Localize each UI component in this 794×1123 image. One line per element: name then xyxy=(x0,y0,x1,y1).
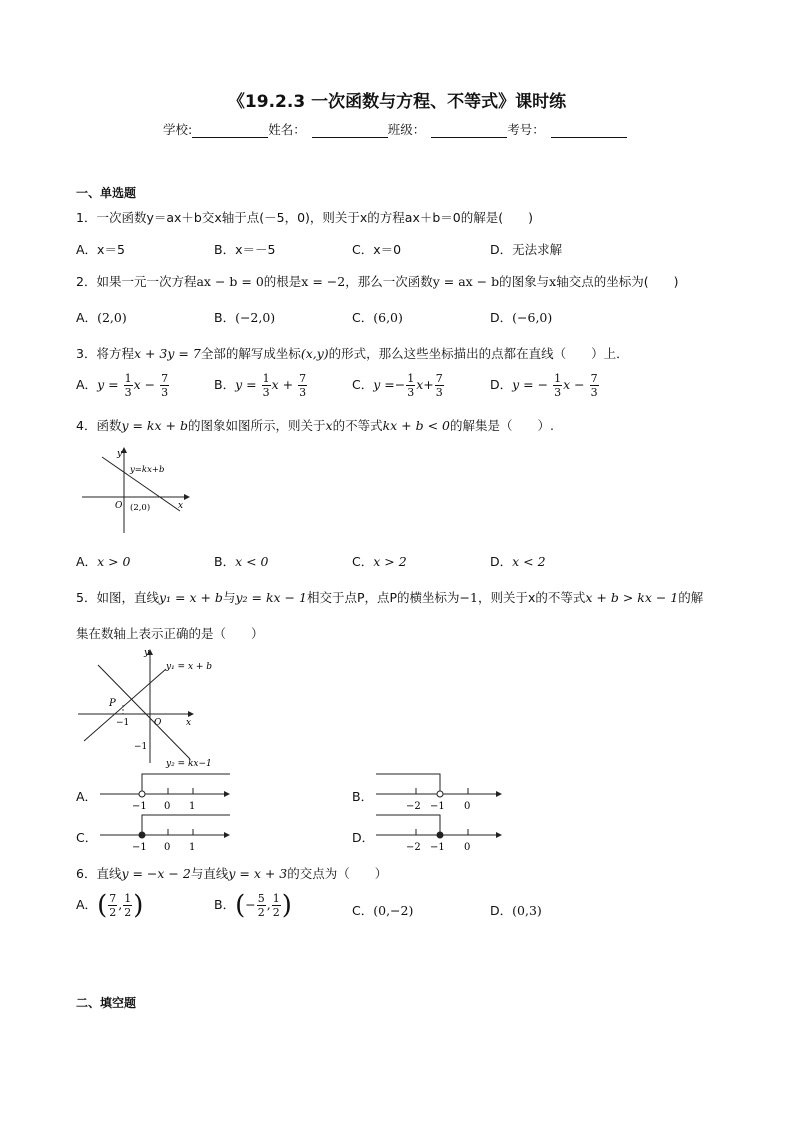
q3-a-y: y = xyxy=(97,377,119,392)
q3-c-frac2 xyxy=(435,372,444,399)
q4-eq-1: y = kx + b xyxy=(121,418,188,433)
q4-eq-3: kx + b < 0 xyxy=(382,418,450,433)
q6-label-a: A． xyxy=(76,897,98,912)
tick-label: 1 xyxy=(189,801,196,812)
q4-value-a: x > 0 xyxy=(97,554,131,569)
q5-text-3: 相交于点P，点P的横坐标为 xyxy=(306,590,460,605)
q2-value-d: (−6,0) xyxy=(512,310,553,325)
q2-eq-1: ax − b = 0 xyxy=(196,274,264,289)
q5-x-label: x xyxy=(186,718,192,728)
q3-c-y: y = xyxy=(373,377,395,392)
num: 1 xyxy=(124,372,132,385)
q2-eq-2: x = −2 xyxy=(301,274,346,289)
q3-b-x: x xyxy=(271,377,279,392)
q3-a-frac1 xyxy=(124,372,133,399)
num: 7 xyxy=(299,372,307,385)
q5-point-p-label: P xyxy=(109,698,116,709)
q3-d-frac2 xyxy=(590,372,599,399)
q1-option-a[interactable]: A．x＝5 xyxy=(76,242,125,257)
q2-option-c[interactable] xyxy=(352,308,403,326)
q5-text-1: 5．如图，直线 xyxy=(76,590,159,605)
solid-dot-d xyxy=(437,832,443,838)
q6-b-neg: − xyxy=(245,897,256,912)
num: 1 xyxy=(124,892,132,905)
q6-eq-2: y = x + 3 xyxy=(228,866,288,881)
tick-label: 0 xyxy=(464,801,471,812)
q2-text-4: 的图象与 xyxy=(499,274,550,289)
q5-number-line-b[interactable] xyxy=(372,772,512,812)
q5-text-2: 与 xyxy=(222,590,236,605)
den: 3 xyxy=(590,386,598,399)
q3-label-b: B． xyxy=(214,377,236,392)
q3-a-x: x xyxy=(133,377,141,392)
info-fields xyxy=(163,120,627,138)
q3-label-a: A． xyxy=(76,377,98,392)
den: 2 xyxy=(257,906,265,919)
q4-line-label: y=kx+b xyxy=(130,465,165,475)
num: 1 xyxy=(407,372,415,385)
den: 3 xyxy=(554,386,562,399)
tick-label: −1 xyxy=(132,801,147,812)
num: 5 xyxy=(257,892,265,905)
q2-label-d: D． xyxy=(490,310,513,325)
tick-label: 0 xyxy=(164,801,171,812)
q1-stem: 1．一次函数y＝ax＋b交x轴于点(－5，0)，则关于x的方程ax＋b＝0的解是( ) xyxy=(76,210,533,225)
den: 3 xyxy=(161,386,169,399)
q5-eq-1: y₁ = x + b xyxy=(158,590,223,605)
q5-x-arrow xyxy=(188,711,194,717)
q4-option-a[interactable] xyxy=(76,552,131,570)
q4-text-1: 4．函数 xyxy=(76,418,122,433)
q5-x-neg1-label: −1 xyxy=(116,718,130,728)
q3-text-2: 全部的解写成坐标 xyxy=(200,346,301,361)
q1-option-b[interactable]: B．x＝－5 xyxy=(214,242,276,257)
q2-label-a: A． xyxy=(76,310,98,325)
q3-d-frac1 xyxy=(553,372,562,399)
q4-label-c: C． xyxy=(352,554,374,569)
q5-text-5: 的解 xyxy=(678,590,704,605)
q4-value-b: x < 0 xyxy=(235,554,269,569)
num: 7 xyxy=(435,372,443,385)
q4-y-label: y xyxy=(117,449,123,459)
q5-eq-2: y₂ = kx − 1 xyxy=(235,590,307,605)
q1-option-c[interactable]: C．x＝0 xyxy=(352,242,402,257)
num: 1 xyxy=(554,372,562,385)
q4-graph xyxy=(80,445,190,535)
q6-b-frac2 xyxy=(272,892,281,919)
school-blank[interactable] xyxy=(192,124,268,138)
q3-b-y: y = xyxy=(235,377,257,392)
q2-text-1: 2．如果一元一次方程 xyxy=(76,274,197,289)
q5-number-line-c[interactable] xyxy=(96,813,236,853)
q3-c-frac1 xyxy=(406,372,415,399)
q2-value-a: (2,0) xyxy=(97,310,127,325)
q3-c-op: + xyxy=(423,377,434,392)
q3-b-op: + xyxy=(282,377,294,392)
q3-b-frac2 xyxy=(298,372,307,399)
q3-a-op: − xyxy=(144,377,156,392)
q6-b-frac1 xyxy=(257,892,266,919)
q6-a-rparen: ) xyxy=(133,890,144,921)
arrow-d xyxy=(496,832,502,838)
num: 7 xyxy=(590,372,598,385)
q2-text-5: 轴交点的坐标为( ) xyxy=(556,274,679,289)
den: 3 xyxy=(262,386,270,399)
q5-option-c-label[interactable]: C． xyxy=(76,830,98,845)
q4-label-a: A． xyxy=(76,554,98,569)
page-title: 《19.2.3 一次函数与方程、不等式》课时练 xyxy=(227,92,567,112)
arrow-a xyxy=(224,791,230,797)
id-label: 考号： xyxy=(507,122,545,137)
q4-x-arrow xyxy=(184,494,190,500)
q3-option-a[interactable] xyxy=(76,372,170,399)
section-fill-blank: 二、填空题 xyxy=(76,996,137,1010)
q6-stem xyxy=(76,864,387,882)
q4-text-4: 的解集是（ ）. xyxy=(450,418,554,433)
den: 2 xyxy=(272,906,280,919)
q2-option-b[interactable] xyxy=(214,308,275,326)
tick-label: −1 xyxy=(430,801,445,812)
q3-eq-2: (x,y) xyxy=(300,346,329,361)
den: 2 xyxy=(124,906,132,919)
solid-dot-c xyxy=(139,832,145,838)
q3-d-op: − xyxy=(574,377,585,392)
q1-option-d[interactable]: D．无法求解 xyxy=(490,242,563,257)
tick-label: 1 xyxy=(189,842,196,853)
q5-option-a-label[interactable]: A． xyxy=(76,789,98,804)
q3-d-y: y = xyxy=(512,377,534,392)
q6-option-a[interactable] xyxy=(76,892,143,919)
q3-option-d[interactable] xyxy=(490,372,600,399)
q6-text-3: 的交点为（ ） xyxy=(287,866,388,881)
num: 7 xyxy=(109,892,117,905)
q4-option-c[interactable] xyxy=(352,552,407,570)
q6-a-frac2 xyxy=(123,892,132,919)
q6-option-d[interactable] xyxy=(490,901,542,919)
class-blank[interactable] xyxy=(431,124,507,138)
q5-eq-4: x + b > kx − 1 xyxy=(585,590,679,605)
range-b xyxy=(376,774,440,791)
q6-option-c[interactable] xyxy=(352,901,413,919)
q5-text-4: ，则关于x的不等式 xyxy=(477,590,586,605)
q6-eq-1: y = −x − 2 xyxy=(121,866,191,881)
q2-text-2: 的根是 xyxy=(263,274,302,289)
school-label: 学校: xyxy=(163,122,193,137)
q2-label-b: B． xyxy=(214,310,236,325)
q3-c-neg: − xyxy=(394,377,406,392)
q5-option-b-label[interactable]: B． xyxy=(352,789,374,804)
num: 1 xyxy=(272,892,280,905)
range-d xyxy=(376,815,440,832)
q6-b-comma: , xyxy=(266,897,271,912)
q4-point-label: (2,0) xyxy=(130,503,151,513)
tick-label: −1 xyxy=(430,842,445,853)
q2-option-d[interactable] xyxy=(490,308,552,326)
tick-label: 0 xyxy=(164,842,171,853)
q2-value-b: (−2,0) xyxy=(235,310,276,325)
q6-text-2: 与直线 xyxy=(190,866,229,881)
q6-value-c: (0,−2) xyxy=(373,903,414,918)
q2-label-c: C． xyxy=(352,310,374,325)
q6-b-rparen: ) xyxy=(281,890,292,921)
range-c xyxy=(142,815,230,832)
q2-option-a[interactable] xyxy=(76,308,127,326)
q4-origin-label: O xyxy=(115,501,123,511)
q3-d-neg: − xyxy=(537,377,549,392)
q6-b-lparen: ( xyxy=(235,890,246,921)
q6-text-1: 6．直线 xyxy=(76,866,122,881)
q5-eq-3: −1 xyxy=(459,590,478,605)
q4-value-c: x > 2 xyxy=(373,554,407,569)
q6-label-c: C． xyxy=(352,903,374,918)
den: 3 xyxy=(435,386,443,399)
q5-stem xyxy=(76,588,703,606)
q4-option-d[interactable] xyxy=(490,552,546,570)
q3-d-x: x xyxy=(563,377,571,392)
num: 1 xyxy=(262,372,270,385)
open-dot-b xyxy=(437,791,443,797)
q4-label-b: B． xyxy=(214,554,236,569)
q3-eq-1: x + 3y = 7 xyxy=(133,346,201,361)
q6-a-comma: , xyxy=(118,897,123,912)
q5-origin-label: O xyxy=(154,718,162,728)
class-label: 班级： xyxy=(387,122,426,137)
num: 7 xyxy=(161,372,169,385)
tick-label: −2 xyxy=(406,842,421,853)
name-blank[interactable] xyxy=(312,124,388,138)
q5-number-line-d[interactable] xyxy=(372,813,512,853)
q2-stem xyxy=(76,272,678,290)
q4-text-3: 的不等式 xyxy=(332,418,383,433)
q5-line2-label: y₂ = kx−1 xyxy=(166,759,212,769)
arrow-b xyxy=(496,791,502,797)
q3-option-c[interactable] xyxy=(352,372,445,399)
q2-eq-4: x xyxy=(549,274,557,289)
q5-graph xyxy=(76,645,226,770)
name-label: 姓名： xyxy=(268,122,306,137)
section-single-choice: 一、单选题 xyxy=(76,186,137,200)
tick-label: −2 xyxy=(406,801,421,812)
tick-label: −1 xyxy=(132,842,147,853)
q5-number-line-a[interactable] xyxy=(96,772,236,812)
q2-eq-3: y = ax − b xyxy=(432,274,500,289)
q2-text-3: ，那么一次函数 xyxy=(345,274,433,289)
q3-label-c: C． xyxy=(352,377,374,392)
q6-a-frac1 xyxy=(108,892,117,919)
q2-value-c: (6,0) xyxy=(373,310,403,325)
q4-x-label: x xyxy=(178,501,184,511)
q3-text-3: 的形式，那么这些坐标描出的点都在直线（ ）上． xyxy=(328,346,629,361)
q5-y-label: y xyxy=(144,648,150,658)
den: 2 xyxy=(109,906,117,919)
q4-eq-2: x xyxy=(325,418,333,433)
q5-y-neg1-label: −1 xyxy=(134,742,148,752)
range-a xyxy=(142,774,230,791)
q4-value-d: x < 2 xyxy=(512,554,546,569)
q6-option-b[interactable] xyxy=(214,892,292,919)
q4-text-2: 的图象如图所示，则关于 xyxy=(187,418,326,433)
q4-label-d: D． xyxy=(490,554,513,569)
q3-label-d: D． xyxy=(490,377,513,392)
q5-stem-line2: 集在数轴上表示正确的是（ ） xyxy=(76,626,264,641)
den: 3 xyxy=(299,386,307,399)
id-blank[interactable] xyxy=(551,124,627,138)
q6-a-lparen: ( xyxy=(97,890,108,921)
q6-label-b: B． xyxy=(214,897,236,912)
den: 3 xyxy=(407,386,415,399)
den: 3 xyxy=(124,386,132,399)
q5-option-d-label[interactable]: D． xyxy=(352,830,375,845)
q5-line-y1 xyxy=(84,669,166,741)
q4-option-b[interactable] xyxy=(214,552,269,570)
arrow-c xyxy=(224,832,230,838)
tick-label: 0 xyxy=(464,842,471,853)
q3-stem xyxy=(76,344,629,362)
q5-line1-label: y₁ = x + b xyxy=(166,662,213,672)
q6-value-d: (0,3) xyxy=(512,903,542,918)
q3-option-b[interactable] xyxy=(214,372,308,399)
q4-stem xyxy=(76,416,554,434)
q6-label-d: D． xyxy=(490,903,513,918)
open-dot-a xyxy=(139,791,145,797)
q3-a-frac2 xyxy=(160,372,169,399)
q3-b-frac1 xyxy=(262,372,271,399)
q3-c-x: x xyxy=(416,377,424,392)
q3-text-1: 3．将方程 xyxy=(76,346,134,361)
